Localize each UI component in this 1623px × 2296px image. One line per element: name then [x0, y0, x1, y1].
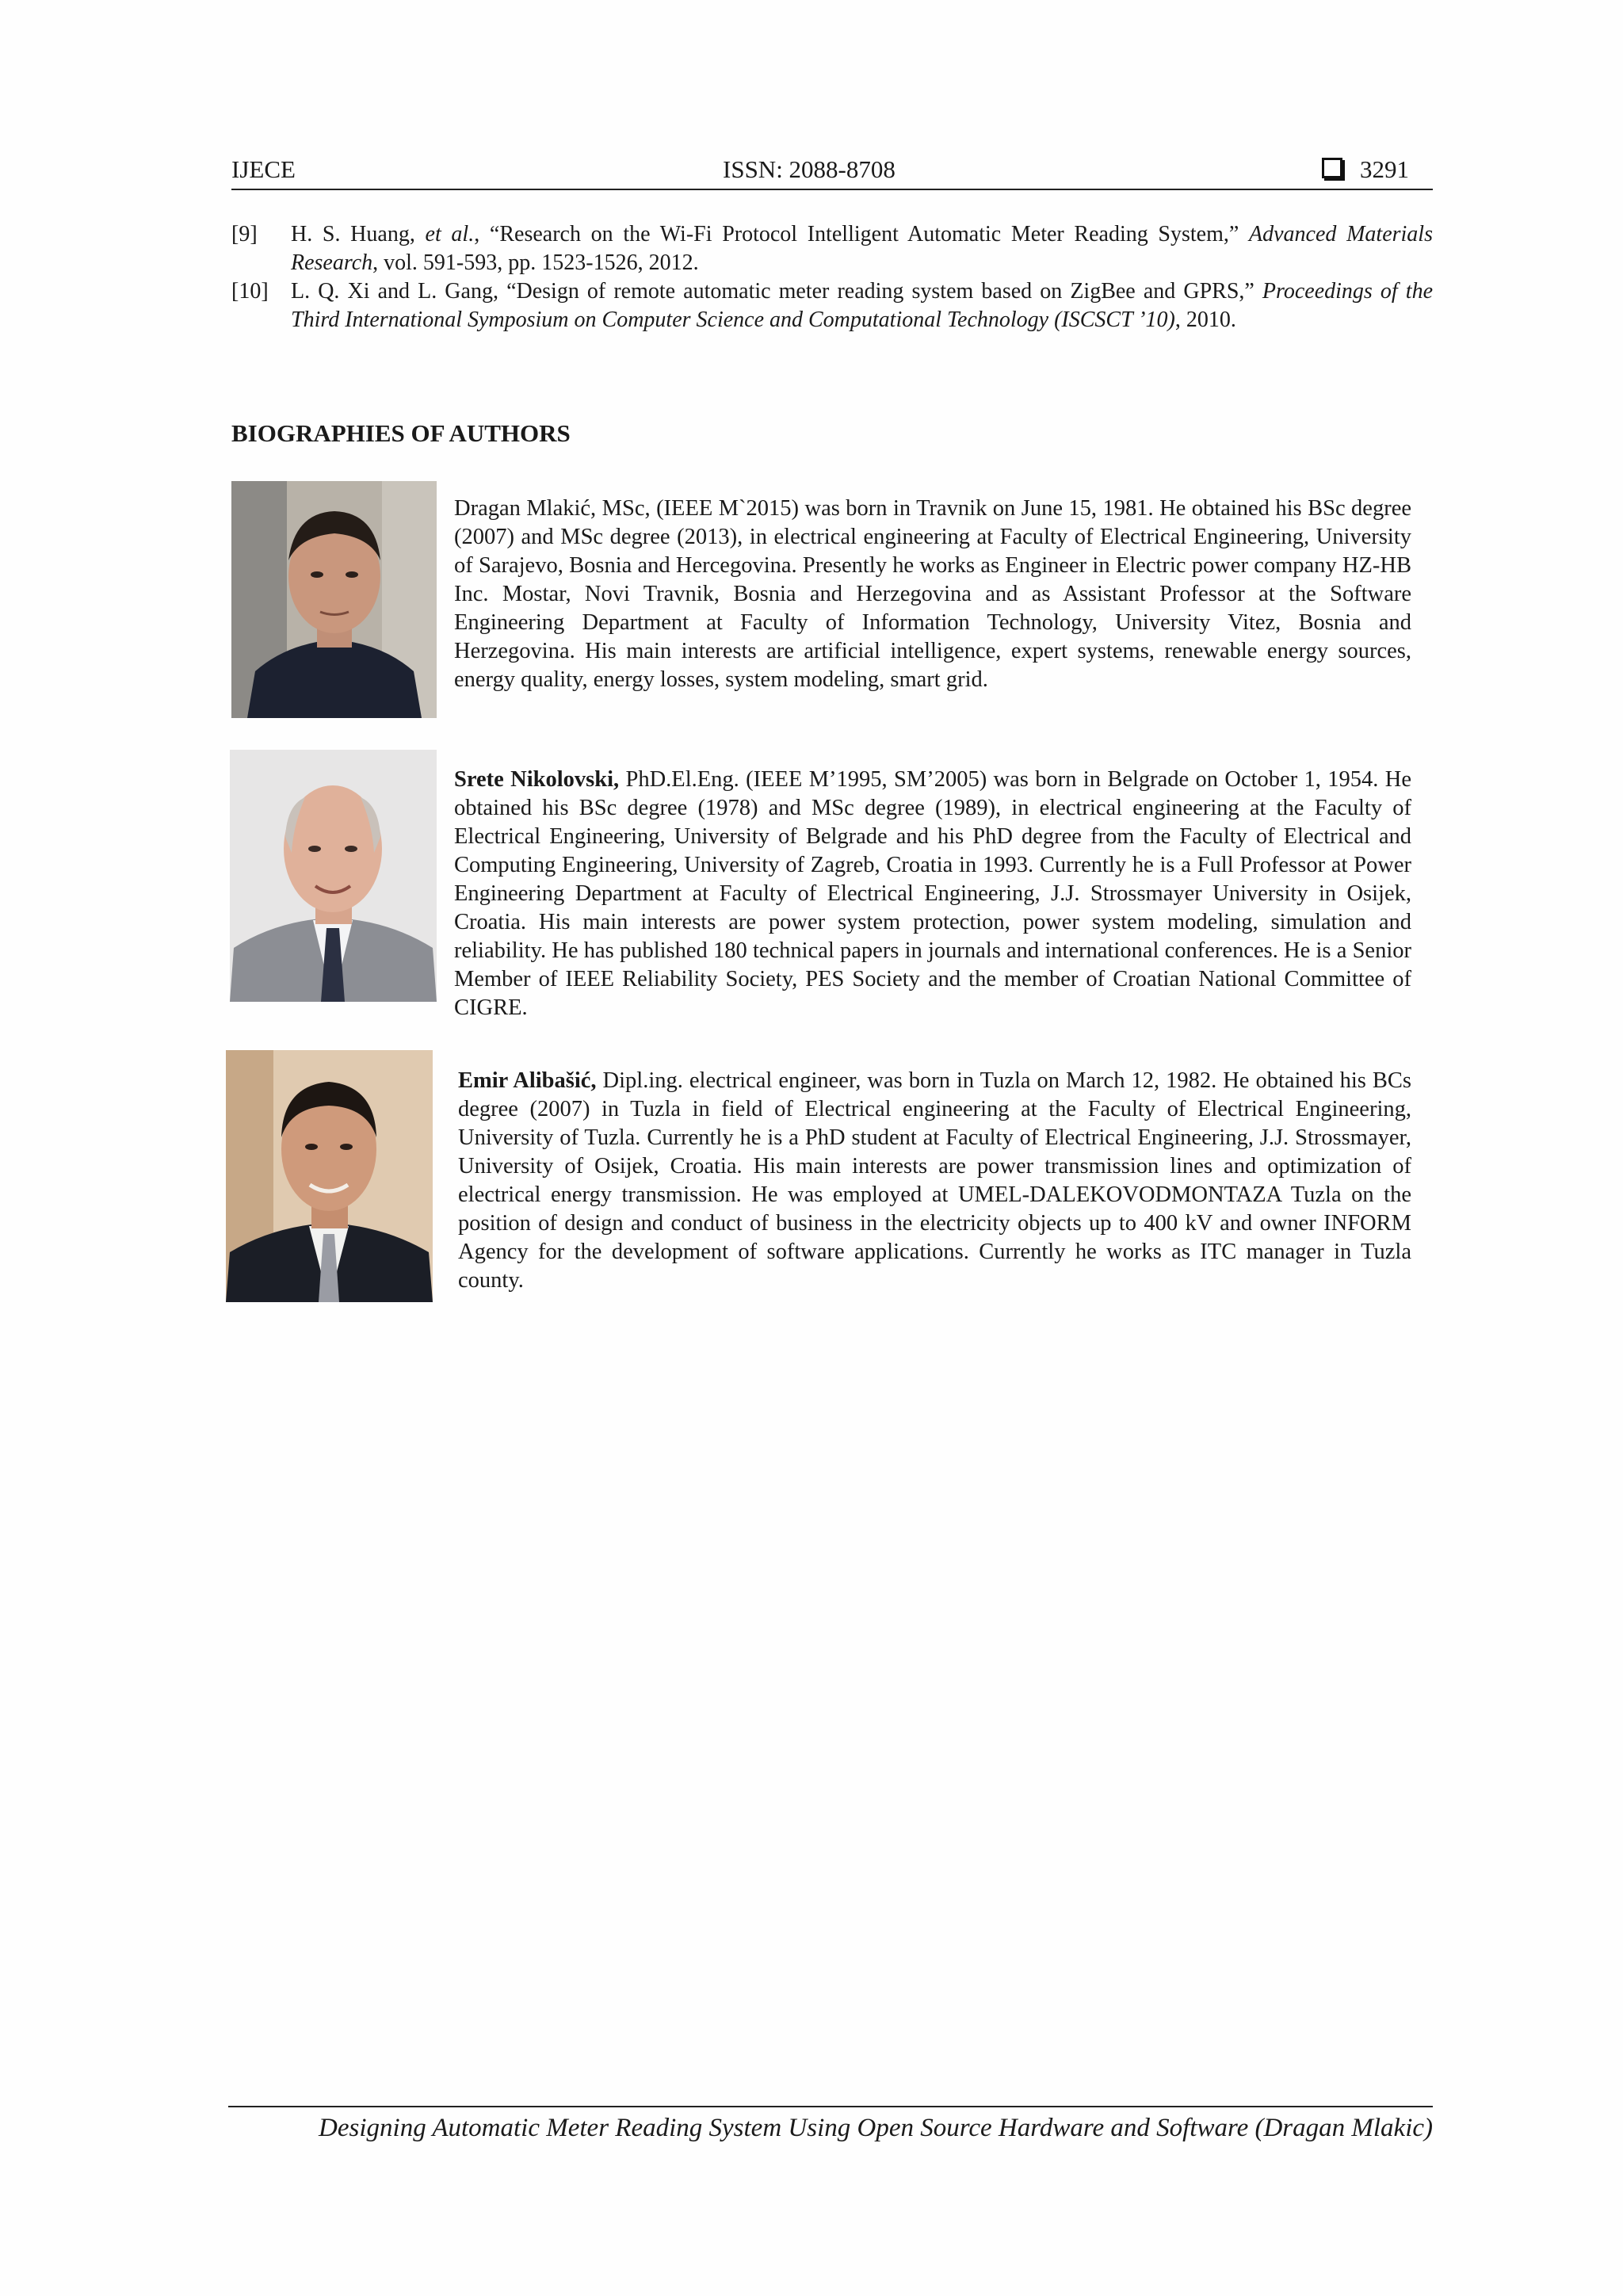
author-bio-text: Dragan Mlakić, MSc, (IEEE M`2015) was born in Travnik on June 15, 1981. He obtained his BSc degree (2007) and MSc degree (2013), in electrical engineering at Faculty of Electrical Engineering, University of Sarajevo, Bosnia and Hercegovina. Presently he works as Engineer in Electric power company HZ-HB Inc. Mostar, Novi Travnik, Bosnia and Herzegovina and as Assistant Professor at the Software Engineering Department at Faculty of Information Technology, University Vitez, Bosnia and Herzegovina. His main interests are artificial intelligence, expert systems, renewable energy sources, energy quality, energy losses, system modeling, smart grid.	[454, 496, 1411, 692]
issn: ISSN: 2088-8708	[723, 155, 896, 183]
reference-authors: H. S. Huang,	[291, 222, 426, 246]
author-bio-text: PhD.El.Eng. (IEEE M’1995, SM’2005) was born in Belgrade on October 1, 1954. He obtained his BSc degree (1978) and MSc degree (1989), in electrical engineering at the Faculty of Electrical Engineering, University of Belgrade and his PhD degree from the Faculty of Electrical and Computing Engineering, University of Zagreb, Croatia in 1993. Currently he is a Full Professor at Power Engineering Department at Faculty of Electrical Engineering, J.J. Strossmayer University in Osijek, Croatia. His main interests are power system protection, power system modeling, simulation and reliability. He has published 180 technical papers in journals and international conferences. He is a Senior Member of IEEE Reliability Society, PES Society and the member of Croatian National Committee of CIGRE.	[454, 767, 1411, 1020]
author-portrait-image	[226, 1050, 433, 1302]
reference-title: “Design of remote automatic meter reading system based on ZigBee and GPRS,”	[506, 279, 1262, 304]
running-header	[231, 155, 1433, 190]
author-portrait-image	[230, 750, 437, 1002]
author-portrait-image	[231, 481, 437, 718]
reference-venue: Advanced Materials Research	[291, 222, 1433, 275]
reference-details: , vol. 591-593, pp. 1523-1526, 2012.	[372, 250, 699, 275]
reference-text	[291, 277, 1433, 334]
author-bio-1	[454, 495, 1411, 694]
author-bio-2	[454, 766, 1411, 1022]
reference-venue: Proceedings of the Third International Symposium on Computer Science and Computational Technology (ISCSCT ’10)	[291, 279, 1433, 332]
author-photo-1	[231, 481, 437, 718]
author-bio-text: Dipl.ing. electrical engineer, was born in Tuzla on March 12, 1982. He obtained his BCs degree (2007) in Tuzla in field of Electrical engineering at the Faculty of Electrical Engineering, University of Tuzla. Currently he is a PhD student at Faculty of Electrical Engineering, J.J. Strossmayer, University of Osijek, Croatia. His main interests are power transmission lines and optimization of electrical energy transmission. He was employed at UMEL-DALEKOVODMONTAZA Tuzla on the position of design and conduct of business in the electricity objects up to 400 kV and owner INFORM Agency for the development of software applications. Currently he works as ITC manager in Tuzla county.	[458, 1068, 1411, 1293]
reference-item	[231, 277, 1433, 334]
section-title: BIOGRAPHIES OF AUTHORS	[231, 419, 571, 447]
reference-authors: L. Q. Xi and L. Gang,	[291, 279, 507, 304]
running-footer: Designing Automatic Meter Reading System Using Open Source Hardware and Software (Dragan Mlakic)	[228, 2106, 1433, 2143]
reference-list	[231, 220, 1433, 334]
reference-number: [9]	[231, 222, 258, 246]
reference-number: [10]	[231, 279, 269, 304]
page-number-block	[1322, 155, 1409, 184]
reference-etal: et al.	[425, 222, 475, 246]
journal-name: IJECE	[231, 155, 296, 183]
author-name: Emir Alibašić,	[458, 1068, 597, 1093]
author-bio-3	[458, 1067, 1411, 1295]
author-photo-2	[230, 750, 437, 1002]
reference-text	[291, 220, 1433, 277]
page-number: 3291	[1360, 155, 1409, 183]
author-name: Srete Nikolovski,	[454, 767, 620, 792]
author-photo-3	[226, 1050, 433, 1302]
square-bullet-icon	[1322, 158, 1342, 178]
reference-item	[231, 220, 1433, 277]
reference-title: , “Research on the Wi-Fi Protocol Intelligent Automatic Meter Reading System,”	[474, 222, 1250, 246]
reference-details: , 2010.	[1174, 308, 1236, 332]
